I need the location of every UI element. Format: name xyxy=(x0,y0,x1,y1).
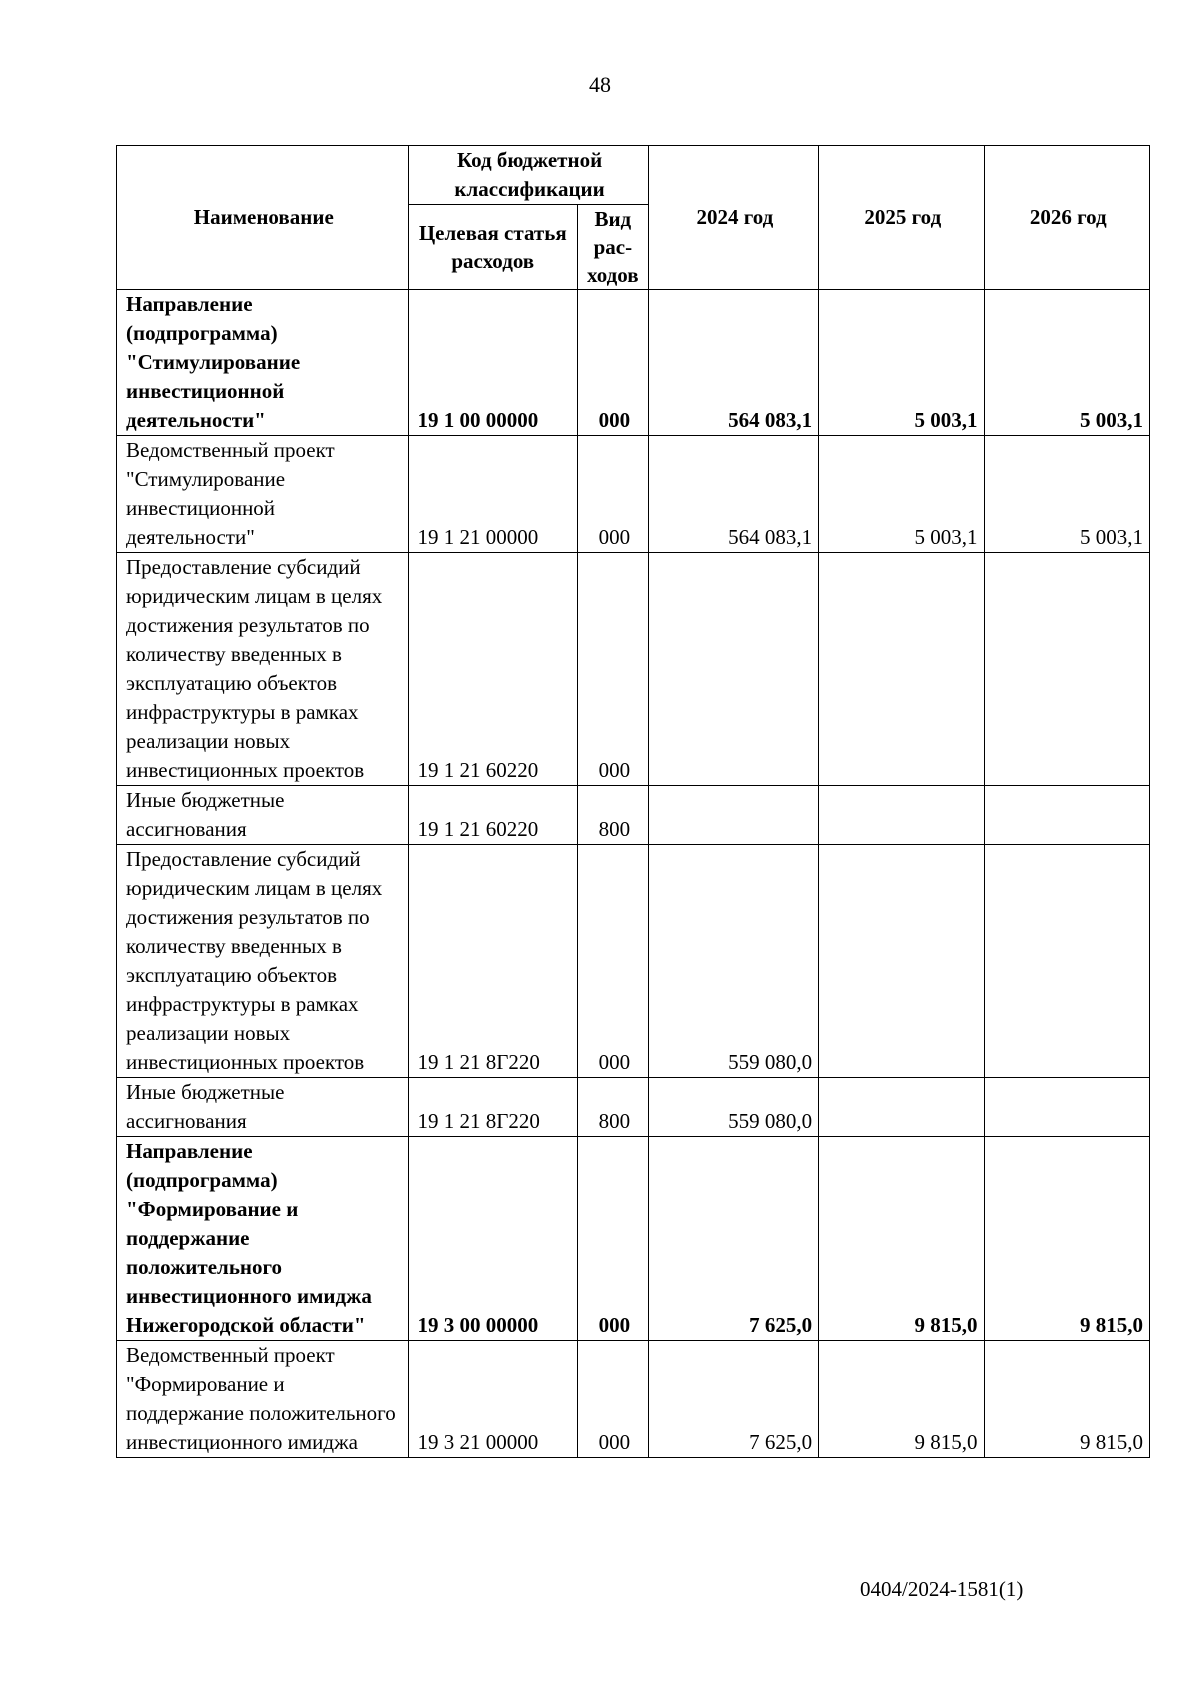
row-name: Ведомственный проект "Формирование и поддержание положительного инвестиционного имиджа xyxy=(117,1341,409,1458)
row-target-code: 19 1 21 60220 xyxy=(408,553,577,786)
row-expense-kind: 000 xyxy=(578,1137,649,1341)
row-name: Направление (подпрограмма) "Формирование и поддержание положительного инвестиционного имиджа Нижегородской области" xyxy=(117,1137,409,1341)
header-2025: 2025 год xyxy=(819,146,984,290)
row-value-2025 xyxy=(819,786,984,845)
row-value-2026 xyxy=(984,1078,1149,1137)
row-value-2024: 559 080,0 xyxy=(648,845,818,1078)
row-value-2025: 5 003,1 xyxy=(819,436,984,553)
row-target-code: 19 1 21 00000 xyxy=(408,436,577,553)
table-row xyxy=(117,845,1150,1078)
row-value-2025 xyxy=(819,845,984,1078)
row-name: Направление (подпрограмма) "Стимулирование инвестиционной деятельности" xyxy=(117,290,409,436)
header-2026: 2026 год xyxy=(984,146,1149,290)
table-row xyxy=(117,1137,1150,1341)
row-name: Предоставление субсидий юридическим лицам в целях достижения результатов по количеству введенных в эксплуатацию объектов инфраструктуры в рамках реализации новых инвестиционных проектов xyxy=(117,553,409,786)
row-value-2026: 5 003,1 xyxy=(984,290,1149,436)
row-name: Иные бюджетные ассигнования xyxy=(117,786,409,845)
header-row-top xyxy=(117,146,1150,205)
table-row xyxy=(117,290,1150,436)
document-code: 0404/2024-1581(1) xyxy=(860,1577,1024,1601)
header-budget-code: Код бюджетной классификации xyxy=(408,146,648,205)
row-value-2024: 564 083,1 xyxy=(648,436,818,553)
row-name: Иные бюджетные ассигнования xyxy=(117,1078,409,1137)
header-name: Наименование xyxy=(117,146,409,290)
table-row xyxy=(117,436,1150,553)
row-expense-kind: 000 xyxy=(578,436,649,553)
row-value-2025 xyxy=(819,553,984,786)
row-target-code: 19 1 21 8Г220 xyxy=(408,1078,577,1137)
row-value-2024: 559 080,0 xyxy=(648,1078,818,1137)
row-value-2024 xyxy=(648,553,818,786)
header-target-item: Целевая статья расходов xyxy=(408,205,577,290)
table-row xyxy=(117,1341,1150,1458)
row-value-2026 xyxy=(984,845,1149,1078)
row-expense-kind: 000 xyxy=(578,290,649,436)
row-name: Предоставление субсидий юридическим лицам в целях достижения результатов по количеству введенных в эксплуатацию объектов инфраструктуры в рамках реализации новых инвестиционных проектов xyxy=(117,845,409,1078)
page-number: 48 xyxy=(589,72,611,97)
row-target-code: 19 3 00 00000 xyxy=(408,1137,577,1341)
row-name: Ведомственный проект "Стимулирование инвестиционной деятельности" xyxy=(117,436,409,553)
row-value-2026: 5 003,1 xyxy=(984,436,1149,553)
row-target-code: 19 1 21 8Г220 xyxy=(408,845,577,1078)
row-target-code: 19 3 21 00000 xyxy=(408,1341,577,1458)
header-2024: 2024 год xyxy=(648,146,818,290)
row-target-code: 19 1 21 60220 xyxy=(408,786,577,845)
row-target-code: 19 1 00 00000 xyxy=(408,290,577,436)
row-value-2024: 564 083,1 xyxy=(648,290,818,436)
row-expense-kind: 800 xyxy=(578,786,649,845)
row-value-2026: 9 815,0 xyxy=(984,1137,1149,1341)
row-expense-kind: 000 xyxy=(578,553,649,786)
row-value-2025 xyxy=(819,1078,984,1137)
row-value-2025: 9 815,0 xyxy=(819,1137,984,1341)
row-value-2026: 9 815,0 xyxy=(984,1341,1149,1458)
row-expense-kind: 000 xyxy=(578,1341,649,1458)
budget-table xyxy=(116,145,1150,1458)
table-row xyxy=(117,553,1150,786)
row-expense-kind: 800 xyxy=(578,1078,649,1137)
table-row xyxy=(117,1078,1150,1137)
header-expense-kind: Вид рас-ходов xyxy=(578,205,649,290)
row-value-2025: 5 003,1 xyxy=(819,290,984,436)
table-row xyxy=(117,786,1150,845)
row-value-2025: 9 815,0 xyxy=(819,1341,984,1458)
row-value-2024 xyxy=(648,786,818,845)
row-expense-kind: 000 xyxy=(578,845,649,1078)
row-value-2024: 7 625,0 xyxy=(648,1341,818,1458)
row-value-2024: 7 625,0 xyxy=(648,1137,818,1341)
row-value-2026 xyxy=(984,786,1149,845)
row-value-2026 xyxy=(984,553,1149,786)
